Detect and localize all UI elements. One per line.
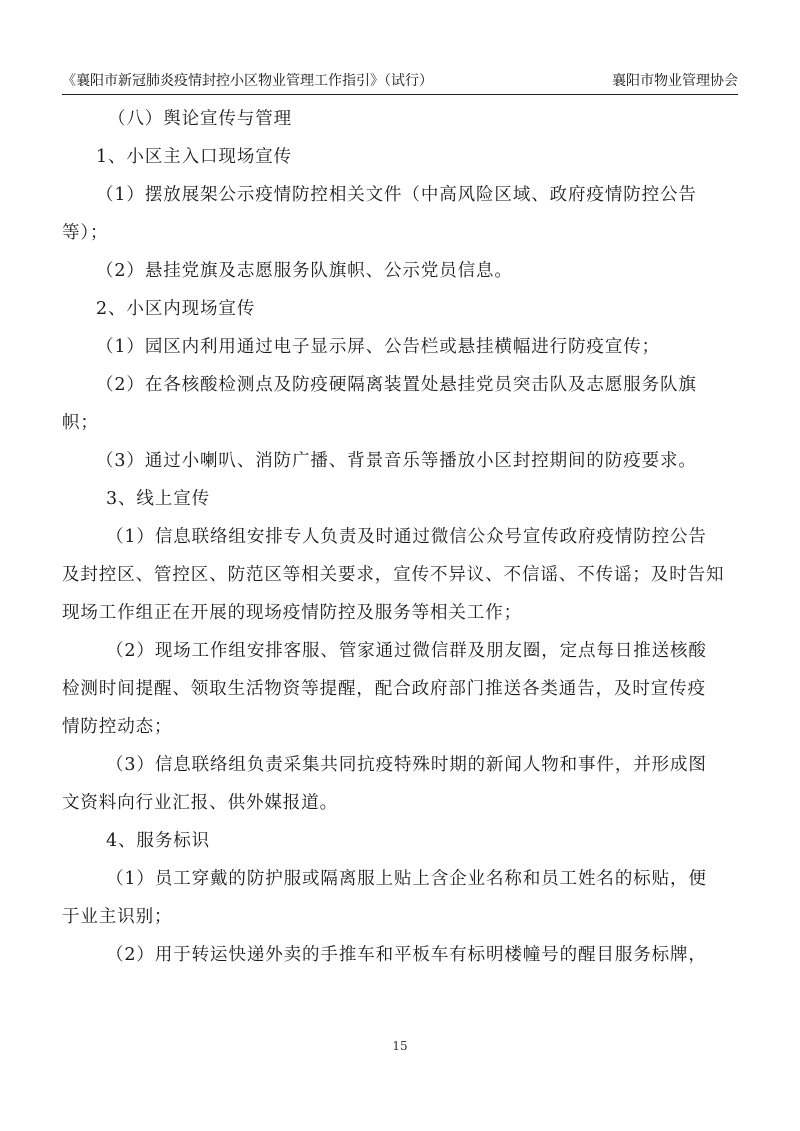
paragraph-line: 文资料向行业汇报、供外媒报道。 — [62, 793, 338, 813]
paragraph-line: （2）用于转运快递外卖的手推车和平板车有标明楼幢号的醒目服务标牌， — [106, 945, 707, 965]
paragraph-line: （2）在各核酸检测点及防疫硬隔离装置处悬挂党员突击队及志愿服务队旗 — [96, 375, 697, 395]
paragraph-line: （1）摆放展架公示疫情防控相关文件（中高风险区域、政府疫情防控公告 — [96, 185, 697, 205]
header-organization: 襄阳市物业管理协会 — [612, 73, 738, 89]
document-body — [62, 100, 742, 974]
paragraph-line: 及封控区、管控区、防范区等相关要求，宣传不异议、不信谣、不传谣；及时告知 — [62, 565, 725, 585]
paragraph-line: （2）现场工作组安排客服、管家通过微信群及朋友圈，定点每日推送核酸 — [106, 641, 707, 661]
paragraph-line: （1）园区内利用通过电子显示屏、公告栏或悬挂横幅进行防疫宣传； — [96, 337, 661, 357]
paragraph-line: （3）信息联络组负责采集共同抗疫特殊时期的新闻人物和事件，并形成图 — [106, 755, 707, 775]
paragraph-line: （2）悬挂党旗及志愿服务队旗帜、公示党员信息。 — [96, 261, 513, 281]
paragraph-line: （3）通过小喇叭、消防广播、背景音乐等播放小区封控期间的防疫要求。 — [96, 451, 697, 471]
paragraph-line: 等）； — [62, 223, 109, 243]
subheading-2: 2、小区内现场宣传 — [96, 299, 256, 319]
paragraph-line: （1）信息联络组安排专人负责及时通过微信公众号宣传政府疫情防控公告 — [106, 527, 707, 547]
running-header — [62, 70, 738, 92]
header-document-title: 《襄阳市新冠肺炎疫情封控小区物业管理工作指引》（试行） — [62, 73, 433, 89]
section-heading-8: （八）舆论宣传与管理 — [108, 109, 292, 129]
subheading-3: 3、线上宣传 — [106, 489, 211, 509]
page-number: 15 — [392, 1039, 408, 1053]
paragraph-line: 检测时间提醒、领取生活物资等提醒，配合政府部门推送各类通告，及时宣传疫 — [62, 679, 706, 699]
paragraph-line: 现场工作组正在开展的现场疫情防控及服务等相关工作； — [62, 603, 522, 623]
subheading-1: 1、小区主入口现场宣传 — [96, 147, 293, 167]
paragraph-line: （1）员工穿戴的防护服或隔离服上贴上含企业名称和员工姓名的标贴，便 — [106, 869, 707, 889]
paragraph-line: 帜； — [62, 413, 99, 433]
subheading-4: 4、服务标识 — [106, 831, 211, 851]
paragraph-line: 于业主识别； — [62, 907, 173, 927]
header-divider — [62, 94, 738, 95]
paragraph-line: 情防控动态； — [62, 717, 173, 737]
